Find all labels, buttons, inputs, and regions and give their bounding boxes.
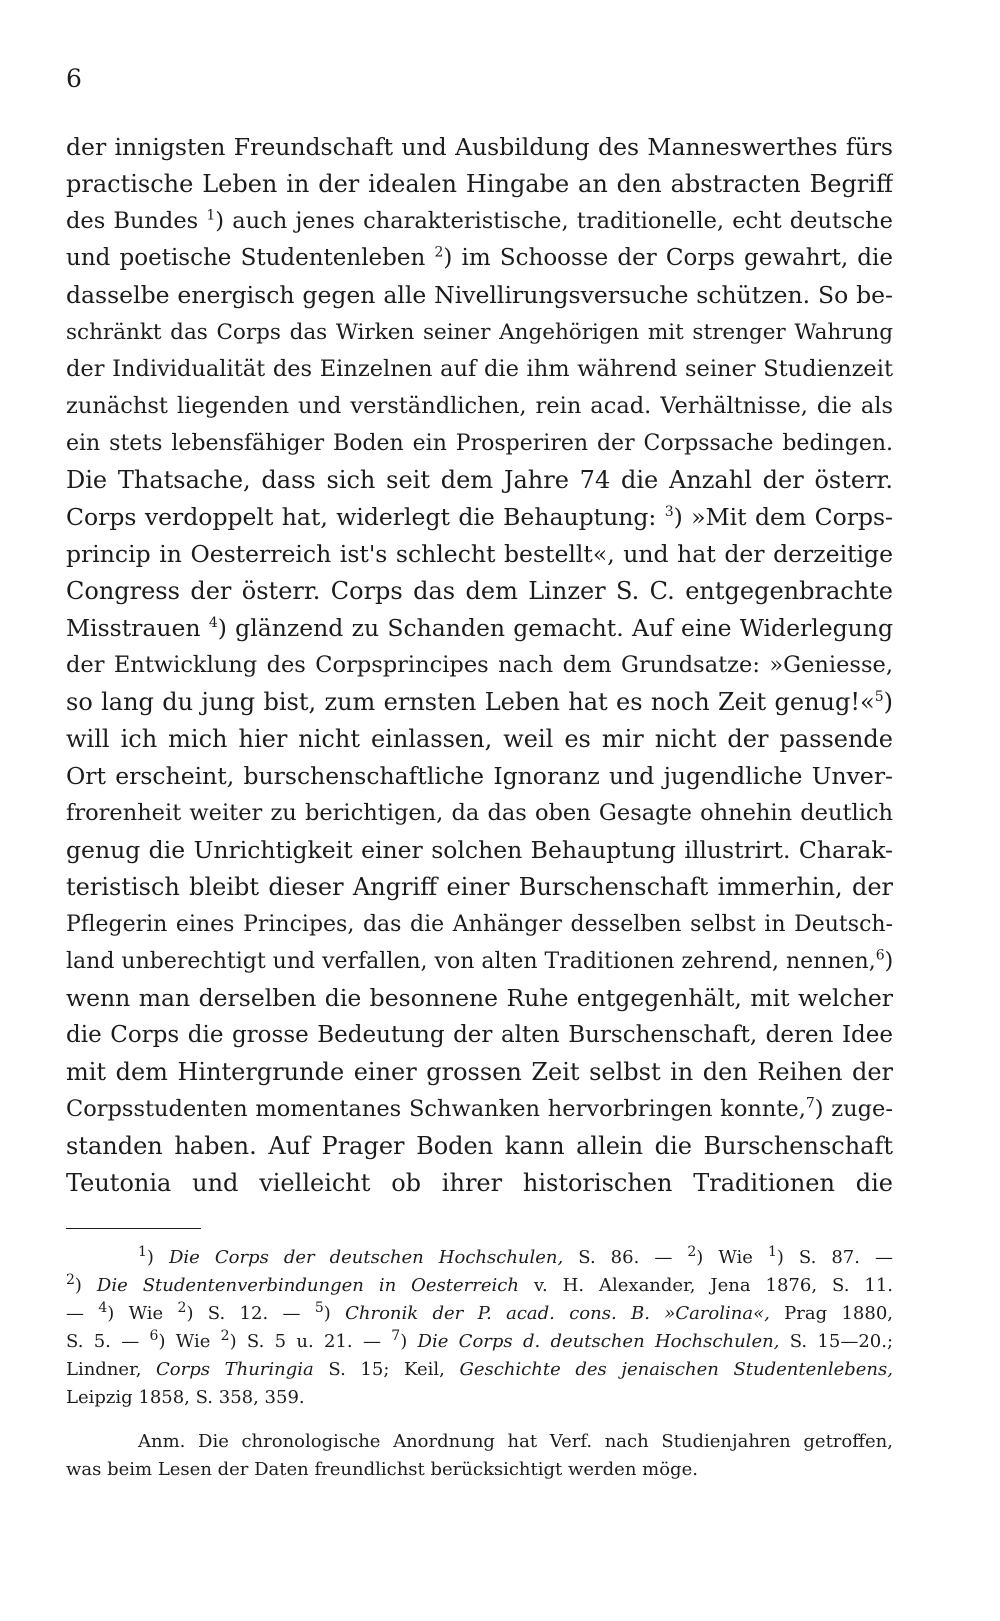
body-line: wenn man derselben die besonnene Ruhe entgegenhält, mit welcher: [66, 984, 893, 1012]
footnote-ref: 7: [805, 1095, 815, 1112]
text-run: Corpsstudenten momentanes Schwanken hervorbringen konnte,: [66, 1096, 806, 1122]
body-line: practische Leben in der idealen Hingabe an den abstracten Begriff: [66, 170, 893, 198]
body-line: Congress der österr. Corps das dem Linzer S. C. entgegenbrachte: [66, 577, 893, 605]
body-line: princip in Oesterreich ist's schlecht bestellt«, und hat der derzeitige: [66, 540, 893, 568]
body-line: schränkt das Corps das Wirken seiner Angehörigen mit strenger Wahrung: [66, 320, 893, 345]
footnote-marker: 1: [767, 1244, 777, 1260]
body-line: [66, 499, 893, 536]
body-line: [66, 943, 893, 980]
italic-title: Die Corps der deutschen Hochschulen,: [168, 1247, 564, 1268]
body-line: ein stets lebensfähiger Boden ein Prosperiren der Corpssache bedingen.: [66, 431, 893, 456]
footnote-ref: 1: [206, 207, 216, 224]
footnote-marker: 2: [66, 1272, 75, 1288]
text-run: ) glänzend zu Schanden gemacht. Auf eine Widerlegung: [217, 614, 893, 642]
text-run: ): [74, 1275, 97, 1296]
text-run: land unberechtigt und verfallen, von alten Traditionen zehrend, nennen,: [66, 949, 876, 974]
text-run: ) auch jenes charakteristische, traditionelle, echt deutsche: [215, 208, 893, 234]
footnote-ref: 4: [208, 615, 218, 632]
footnote-ref: 2: [434, 244, 444, 261]
footnote-line: [66, 1384, 893, 1412]
footnote-marker: 7: [391, 1328, 401, 1344]
body-line: [66, 684, 893, 721]
footnote-marker: 5: [314, 1300, 324, 1316]
text-run: Prag 1880,: [769, 1303, 893, 1324]
footnotes: [66, 1244, 893, 1412]
text-run: S. 5. —: [66, 1331, 150, 1352]
italic-title: Geschichte des jenaischen Studentenlebens,: [459, 1359, 893, 1380]
page-number: 6: [66, 64, 82, 93]
footnote-marker: 2: [687, 1244, 697, 1260]
body-line: dasselbe energisch gegen alle Nivellirungsversuche schützen. So be-: [66, 281, 893, 309]
body-line: mit dem Hintergrunde einer grossen Zeit selbst in den Reihen der: [66, 1058, 893, 1086]
footnote-line: [66, 1300, 893, 1328]
footnote-ref: 5: [874, 689, 884, 705]
footnote-ref: 6: [875, 947, 885, 964]
italic-title: Die Studentenverbindungen in Oesterreich: [96, 1275, 519, 1296]
footnote-marker: 4: [98, 1300, 108, 1316]
body-line: der Entwicklung des Corpsprincipes nach dem Grundsatze: »Geniesse,: [66, 652, 893, 678]
body-line: die Corps die grosse Bedeutung der alten Burschenschaft, deren Idee: [66, 1022, 893, 1048]
footnote-line: [66, 1356, 893, 1384]
text-run: ) Wie: [158, 1331, 221, 1352]
text-run: ) im Schoosse der Corps gewahrt, die: [443, 245, 893, 271]
text-run: Leipzig 1858, S. 358, 359.: [66, 1387, 305, 1408]
text-run: und poetische Studentenleben: [66, 245, 435, 271]
text-run: S. 15; Keil,: [313, 1359, 460, 1380]
italic-title: Corps Thuringia: [156, 1359, 314, 1380]
body-line: Pflegerin eines Principes, das die Anhänger desselben selbst in Deutsch-: [66, 912, 893, 937]
italic-title: Chronik der P. acad. cons. B. »Carolina«,: [345, 1303, 770, 1324]
text-run: ) Wie: [696, 1247, 768, 1268]
text-run: Lindner,: [66, 1359, 157, 1380]
text-run: ): [146, 1247, 169, 1268]
body-line: Die Thatsache, dass sich seit dem Jahre 74 die Anzahl der österr.: [66, 466, 893, 494]
body-line: teristisch bleibt dieser Angriff einer Burschenschaft immerhin, der: [66, 873, 893, 901]
text-run: Corps verdoppelt hat, widerlegt die Behauptung:: [66, 503, 665, 531]
footnote-marker: 1: [138, 1244, 147, 1260]
body-text: [66, 129, 893, 1202]
text-run: S. 86. —: [563, 1247, 688, 1268]
body-line: [66, 240, 893, 277]
footnote-line: [66, 1272, 893, 1300]
footnote-divider: [66, 1228, 201, 1229]
annotation-line: Anm. Die chronologische Anordnung hat Verf. nach Studienjahren getroffen,: [138, 1431, 893, 1452]
body-line: genug die Unrichtigkeit einer solchen Behauptung illustrirt. Charak-: [66, 836, 893, 864]
text-run: ) S. 12. —: [186, 1303, 315, 1324]
italic-title: Die Corps d. deutschen Hochschulen,: [417, 1331, 780, 1352]
body-line: [66, 610, 893, 647]
text-run: S. 15—20.;: [779, 1331, 893, 1352]
text-run: ): [884, 949, 893, 974]
footnote-ref: 3: [664, 504, 674, 521]
body-line: frorenheit weiter zu berichtigen, da das oben Gesagte ohnehin deutlich: [66, 800, 893, 826]
footnote-marker: 6: [149, 1328, 159, 1344]
footnote-line: [66, 1328, 893, 1356]
text-run: ) S. 87. —: [776, 1247, 893, 1268]
body-line: will ich mich hier nicht einlassen, weil es mir nicht der passende: [66, 725, 893, 753]
text-run: ): [883, 688, 893, 716]
text-run: ) zuge-: [814, 1096, 893, 1122]
body-line: standen haben. Auf Prager Boden kann allein die Burschenschaft: [66, 1132, 893, 1160]
footnote-marker: 2: [177, 1300, 187, 1316]
text-run: des Bundes: [66, 208, 207, 234]
text-run: ) »Mit dem Corps-: [673, 503, 893, 531]
text-run: —: [66, 1303, 99, 1324]
body-line: [66, 1091, 893, 1128]
annotation-line: was beim Lesen der Daten freundlichst berücksichtigt werden möge.: [66, 1459, 698, 1480]
body-line: Ort erscheint, burschenschaftliche Ignoranz und jugendliche Unver-: [66, 762, 893, 790]
footnote-line: [66, 1244, 893, 1272]
text-run: so lang du jung bist, zum ernsten Leben hat es noch Zeit genug!«: [66, 688, 875, 716]
text-run: ) S. 5 u. 21. —: [229, 1331, 392, 1352]
body-line: [66, 203, 893, 240]
text-run: ): [323, 1303, 346, 1324]
body-line: der Individualität des Einzelnen auf die ihm während seiner Studienzeit: [66, 356, 893, 382]
author-annotation: [66, 1428, 893, 1484]
body-line: zunächst liegenden und verständlichen, rein acad. Verhältnisse, die als: [66, 393, 893, 419]
text-run: Misstrauen: [66, 614, 209, 642]
text-run: v. H. Alexander, Jena 1876, S. 11.: [518, 1275, 893, 1296]
text-run: ): [400, 1331, 418, 1352]
body-line: Teutonia und vielleicht ob ihrer historischen Traditionen die: [66, 1169, 893, 1197]
text-run: ) Wie: [107, 1303, 178, 1324]
footnote-marker: 2: [220, 1328, 230, 1344]
body-line: der innigsten Freundschaft und Ausbildung des Manneswerthes fürs: [66, 133, 893, 161]
